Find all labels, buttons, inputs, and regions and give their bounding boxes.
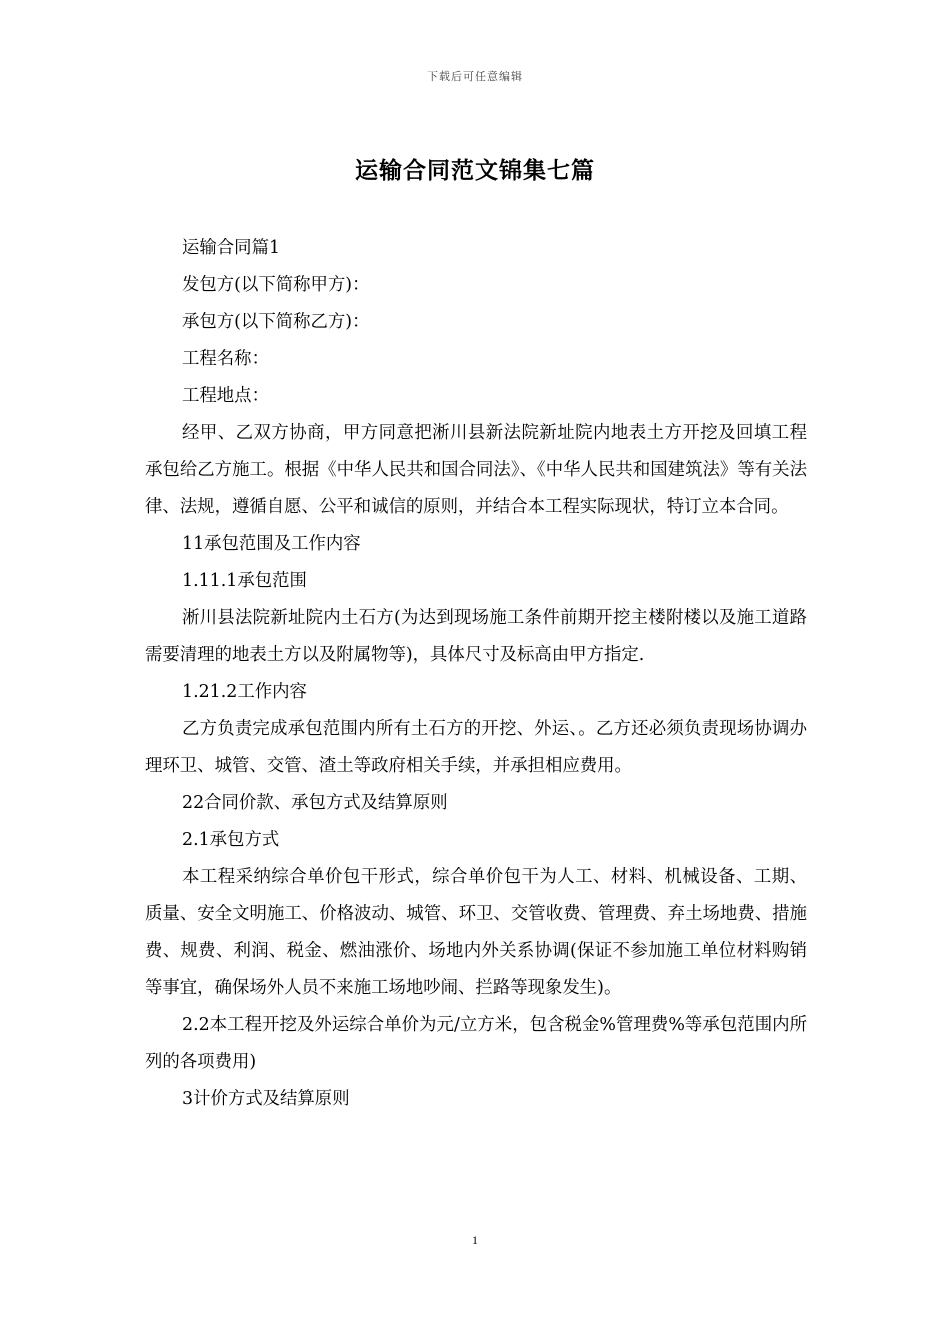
page-number: 1	[472, 1233, 478, 1247]
paragraph: 本工程采纳综合单价包干形式，综合单价包干为人工、材料、机械设备、工期、质量、安全文明施工、价格波动、城管、环卫、交管收费、管理费、弃土场地费、措施费、规费、利润、税金、燃油涨价、场地内外关系协调(保证不参加施工单位材料购销等事宜，确保场外人员不来施工场地吵闹、拦路等现象发生)。	[145, 867, 807, 998]
page-header: 下载后可任意编辑	[427, 70, 523, 83]
paragraph: 承包方(以下简称乙方)：	[182, 312, 370, 332]
paragraph: 2.2本工程开挖及外运综合单价为元/立方米，包含税金%管理费%等承包范围内所列的各项费用)	[145, 1015, 807, 1072]
paragraph: 22合同价款、承包方式及结算原则	[182, 793, 448, 813]
paragraph: 3计价方式及结算原则	[182, 1089, 350, 1109]
paragraph: 1.21.2工作内容	[182, 682, 307, 702]
paragraph: 1.11.1承包范围	[182, 571, 307, 591]
paragraph: 发包方(以下简称甲方)：	[182, 275, 370, 295]
document-body	[145, 230, 807, 1118]
paragraph: 经甲、乙双方协商，甲方同意把淅川县新法院新址院内地表土方开挖及回填工程承包给乙方施工。根据《中华人民共和国合同法》、《中华人民共和国建筑法》等有关法律、法规，遵循自愿、公平和诚信的原则，并结合本工程实际现状，特订立本合同。	[145, 423, 807, 517]
paragraph: 乙方负责完成承包范围内所有土石方的开挖、外运、。乙方还必须负责现场协调办理环卫、城管、交管、渣土等政府相关手续，并承担相应费用。	[145, 719, 807, 776]
paragraph: 11承包范围及工作内容	[182, 534, 361, 554]
document-title: 运输合同范文锦集七篇	[355, 158, 595, 184]
paragraph: 工程名称：	[182, 349, 269, 369]
paragraph: 工程地点：	[182, 386, 269, 406]
paragraph: 2.1承包方式	[182, 830, 280, 850]
paragraph: 淅川县法院新址院内土石方(为达到现场施工条件前期开挖主楼附楼以及施工道路需要清理的地表土方以及附属物等)，具体尺寸及标高由甲方指定.	[145, 608, 807, 665]
paragraph: 运输合同篇1	[182, 238, 281, 258]
